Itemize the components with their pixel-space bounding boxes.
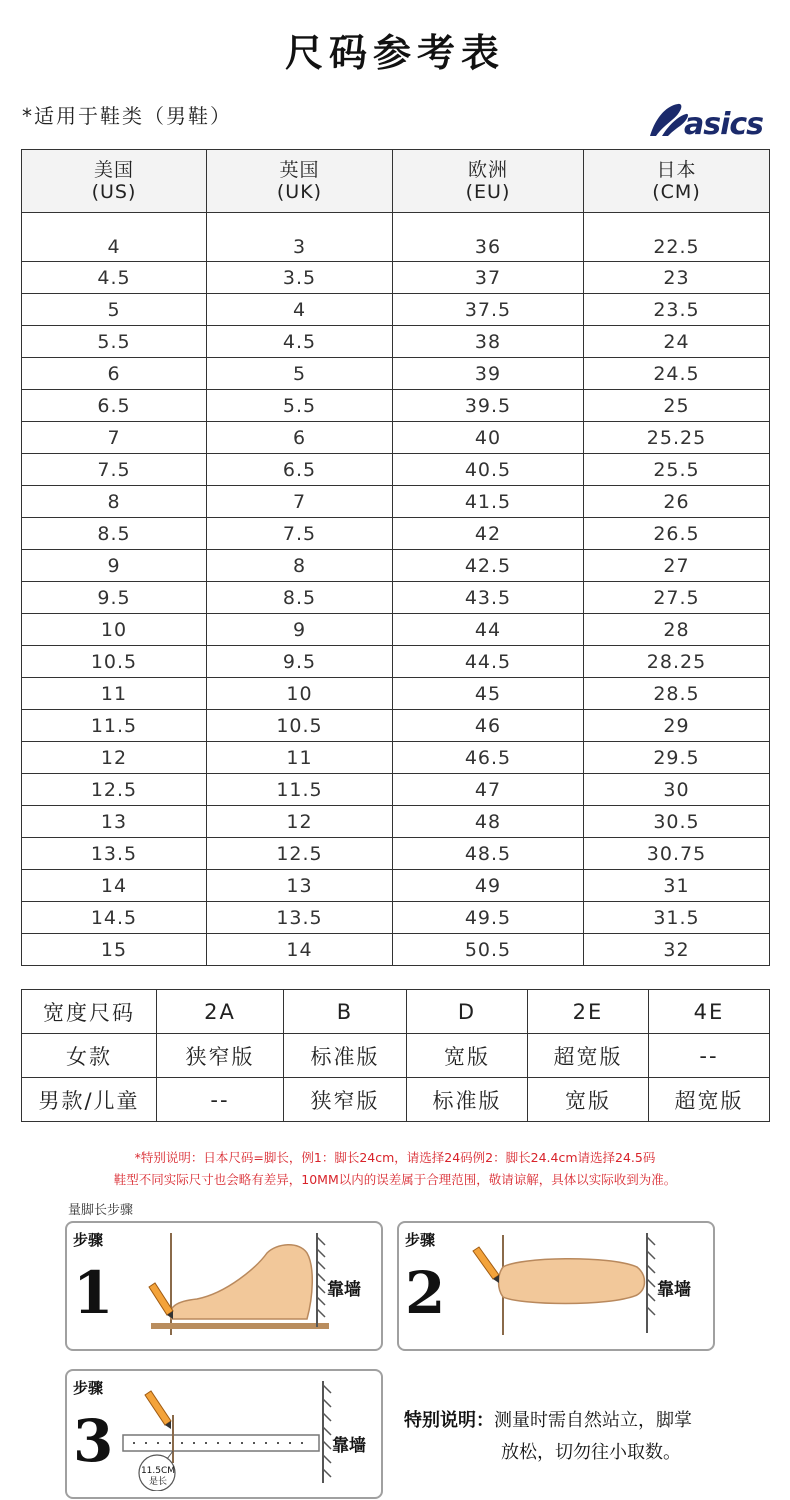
size-uk-cell: 3.5 [207,262,393,294]
size-cm-cell: 28.5 [584,678,770,710]
special-label: 特别说明： [404,1410,494,1431]
size-uk-cell: 6 [207,422,393,454]
width-table-body [22,990,770,1122]
size-eu-cell: 37.5 [393,294,584,326]
wall-label: 靠墙 [327,1280,361,1300]
width-row-label: 宽度尺码 [22,990,157,1034]
size-us-cell: 13 [22,806,207,838]
size-uk-cell: 13.5 [207,902,393,934]
size-us-cell: 14 [22,870,207,902]
special-instruction [404,1405,692,1469]
width-cell: -- [649,1034,770,1078]
applicable-note: *适用于鞋类（男鞋） [22,104,232,128]
width-row [22,1078,770,1122]
size-row [22,934,770,966]
size-row [22,358,770,390]
width-row [22,1034,770,1078]
step-number: 1 [73,1259,114,1327]
size-row [22,262,770,294]
note-line-1: *特别说明：日本尺码=脚长，例1：脚长24cm，请选择24码例2：脚长24.4cm请选择24.5码 [134,1150,656,1165]
width-cell: 狭窄版 [284,1078,407,1122]
size-us-cell: 10 [22,614,207,646]
width-cell: 2E [528,990,649,1034]
special-line-1: 测量时需自然站立，脚掌 [494,1410,692,1431]
size-cm-cell: 26 [584,486,770,518]
size-uk-cell: 11.5 [207,774,393,806]
size-us-cell: 13.5 [22,838,207,870]
step-label: 步骤 [73,1379,104,1397]
size-uk-cell: 3 [207,213,393,262]
size-cm-cell: 24 [584,326,770,358]
header-cm [584,150,770,213]
step-3-panel [65,1369,383,1499]
size-cm-cell: 32 [584,934,770,966]
width-cell: 2A [157,990,284,1034]
size-us-cell: 4.5 [22,262,207,294]
size-cm-cell: 23 [584,262,770,294]
step-label: 步骤 [405,1231,436,1249]
size-eu-cell: 37 [393,262,584,294]
size-row [22,486,770,518]
asics-logo [648,96,772,142]
size-us-cell: 5 [22,294,207,326]
size-row [22,550,770,582]
size-cm-cell: 24.5 [584,358,770,390]
measure-value: 11.5CM [140,1466,176,1476]
size-row [22,646,770,678]
size-uk-cell: 12.5 [207,838,393,870]
header-cn: 欧洲 [467,159,508,181]
wall-label: 靠墙 [332,1436,366,1456]
size-us-cell: 7.5 [22,454,207,486]
size-uk-cell: 8 [207,550,393,582]
size-cm-cell: 25 [584,390,770,422]
size-us-cell: 4 [22,213,207,262]
size-cm-cell: 31 [584,870,770,902]
size-row [22,806,770,838]
size-uk-cell: 5 [207,358,393,390]
size-us-cell: 7 [22,422,207,454]
page-title: 尺码参考表 [284,31,505,75]
size-eu-cell: 42 [393,518,584,550]
size-eu-cell: 50.5 [393,934,584,966]
size-eu-cell: 47 [393,774,584,806]
step-number: 2 [405,1259,446,1327]
size-cm-cell: 29 [584,710,770,742]
size-table-body [22,213,770,966]
size-eu-cell: 36 [393,213,584,262]
steps-label: 量脚长步骤 [68,1203,134,1218]
size-eu-cell: 39.5 [393,390,584,422]
size-eu-cell: 46 [393,710,584,742]
size-uk-cell: 11 [207,742,393,774]
measure-note: 是长 [148,1477,167,1487]
size-uk-cell: 9.5 [207,646,393,678]
size-eu-cell: 48 [393,806,584,838]
size-uk-cell: 14 [207,934,393,966]
size-eu-cell: 38 [393,326,584,358]
size-row [22,678,770,710]
size-eu-cell: 40 [393,422,584,454]
header-cn: 美国 [93,159,134,181]
width-cell: 标准版 [407,1078,528,1122]
size-row [22,838,770,870]
size-cm-cell: 28 [584,614,770,646]
size-eu-cell: 44 [393,614,584,646]
wall-label: 靠墙 [657,1280,691,1300]
width-cell: 标准版 [284,1034,407,1078]
size-cm-cell: 23.5 [584,294,770,326]
size-row [22,294,770,326]
size-eu-cell: 44.5 [393,646,584,678]
width-cell: B [284,990,407,1034]
size-eu-cell: 42.5 [393,550,584,582]
size-us-cell: 15 [22,934,207,966]
size-row [22,614,770,646]
measure-callout [133,1466,183,1488]
size-row [22,213,770,262]
width-cell: 4E [649,990,770,1034]
width-chart-table [21,989,770,1122]
size-eu-cell: 46.5 [393,742,584,774]
width-row-label: 男款/儿童 [22,1078,157,1122]
size-row [22,582,770,614]
header-code: (CM) [652,181,701,203]
size-cm-cell: 27.5 [584,582,770,614]
size-cm-cell: 31.5 [584,902,770,934]
note-line-2: 鞋型不同实际尺寸也会略有差异，10MM以内的误差属于合理范围，敬请谅解，具体以实际收到为准。 [113,1172,677,1187]
size-row [22,390,770,422]
size-uk-cell: 4 [207,294,393,326]
size-row [22,742,770,774]
size-eu-cell: 45 [393,678,584,710]
size-cm-cell: 27 [584,550,770,582]
size-uk-cell: 5.5 [207,390,393,422]
size-uk-cell: 8.5 [207,582,393,614]
size-row [22,902,770,934]
header-code: (US) [91,181,137,203]
width-row-label: 女款 [22,1034,157,1078]
size-cm-cell: 30 [584,774,770,806]
size-cm-cell: 28.25 [584,646,770,678]
size-us-cell: 11 [22,678,207,710]
size-cm-cell: 25.25 [584,422,770,454]
size-uk-cell: 12 [207,806,393,838]
size-eu-cell: 49.5 [393,902,584,934]
foot-side-illustration [127,1227,337,1343]
size-row [22,710,770,742]
special-line-2: 放松，切勿往小取数。 [501,1442,681,1463]
size-cm-cell: 29.5 [584,742,770,774]
header-code: (UK) [276,181,323,203]
size-us-cell: 9.5 [22,582,207,614]
size-eu-cell: 40.5 [393,454,584,486]
size-uk-cell: 6.5 [207,454,393,486]
size-us-cell: 14.5 [22,902,207,934]
width-cell: 狭窄版 [157,1034,284,1078]
width-cell: 超宽版 [649,1078,770,1122]
size-us-cell: 8 [22,486,207,518]
header-eu [393,150,584,213]
size-us-cell: 6.5 [22,390,207,422]
size-eu-cell: 49 [393,870,584,902]
size-eu-cell: 41.5 [393,486,584,518]
header-uk [207,150,393,213]
size-us-cell: 11.5 [22,710,207,742]
size-row [22,454,770,486]
size-cm-cell: 30.75 [584,838,770,870]
size-eu-cell: 43.5 [393,582,584,614]
size-us-cell: 8.5 [22,518,207,550]
size-uk-cell: 10.5 [207,710,393,742]
size-us-cell: 12.5 [22,774,207,806]
size-uk-cell: 9 [207,614,393,646]
width-cell: D [407,990,528,1034]
size-cm-cell: 22.5 [584,213,770,262]
header-us [22,150,207,213]
size-header-row [22,150,770,213]
size-us-cell: 5.5 [22,326,207,358]
size-uk-cell: 7.5 [207,518,393,550]
size-chart-table [21,149,770,966]
step-label: 步骤 [73,1231,104,1249]
width-cell: 宽版 [407,1034,528,1078]
size-row [22,774,770,806]
size-row [22,326,770,358]
step-2-panel [397,1221,715,1351]
size-us-cell: 9 [22,550,207,582]
foot-top-illustration [459,1227,659,1343]
size-row [22,870,770,902]
width-row [22,990,770,1034]
width-cell: -- [157,1078,284,1122]
size-uk-cell: 7 [207,486,393,518]
size-cm-cell: 25.5 [584,454,770,486]
size-eu-cell: 39 [393,358,584,390]
size-uk-cell: 4.5 [207,326,393,358]
step-1-panel [65,1221,383,1351]
size-row [22,518,770,550]
size-uk-cell: 10 [207,678,393,710]
size-us-cell: 6 [22,358,207,390]
step-number: 3 [73,1407,114,1475]
width-cell: 宽版 [528,1078,649,1122]
size-uk-cell: 13 [207,870,393,902]
size-us-cell: 10.5 [22,646,207,678]
size-us-cell: 12 [22,742,207,774]
header-cn: 英国 [279,159,320,181]
header-cn: 日本 [656,159,697,181]
size-cm-cell: 30.5 [584,806,770,838]
size-cm-cell: 26.5 [584,518,770,550]
size-row [22,422,770,454]
size-eu-cell: 48.5 [393,838,584,870]
brand-text: asics [684,107,764,142]
width-cell: 超宽版 [528,1034,649,1078]
header-code: (EU) [465,181,511,203]
